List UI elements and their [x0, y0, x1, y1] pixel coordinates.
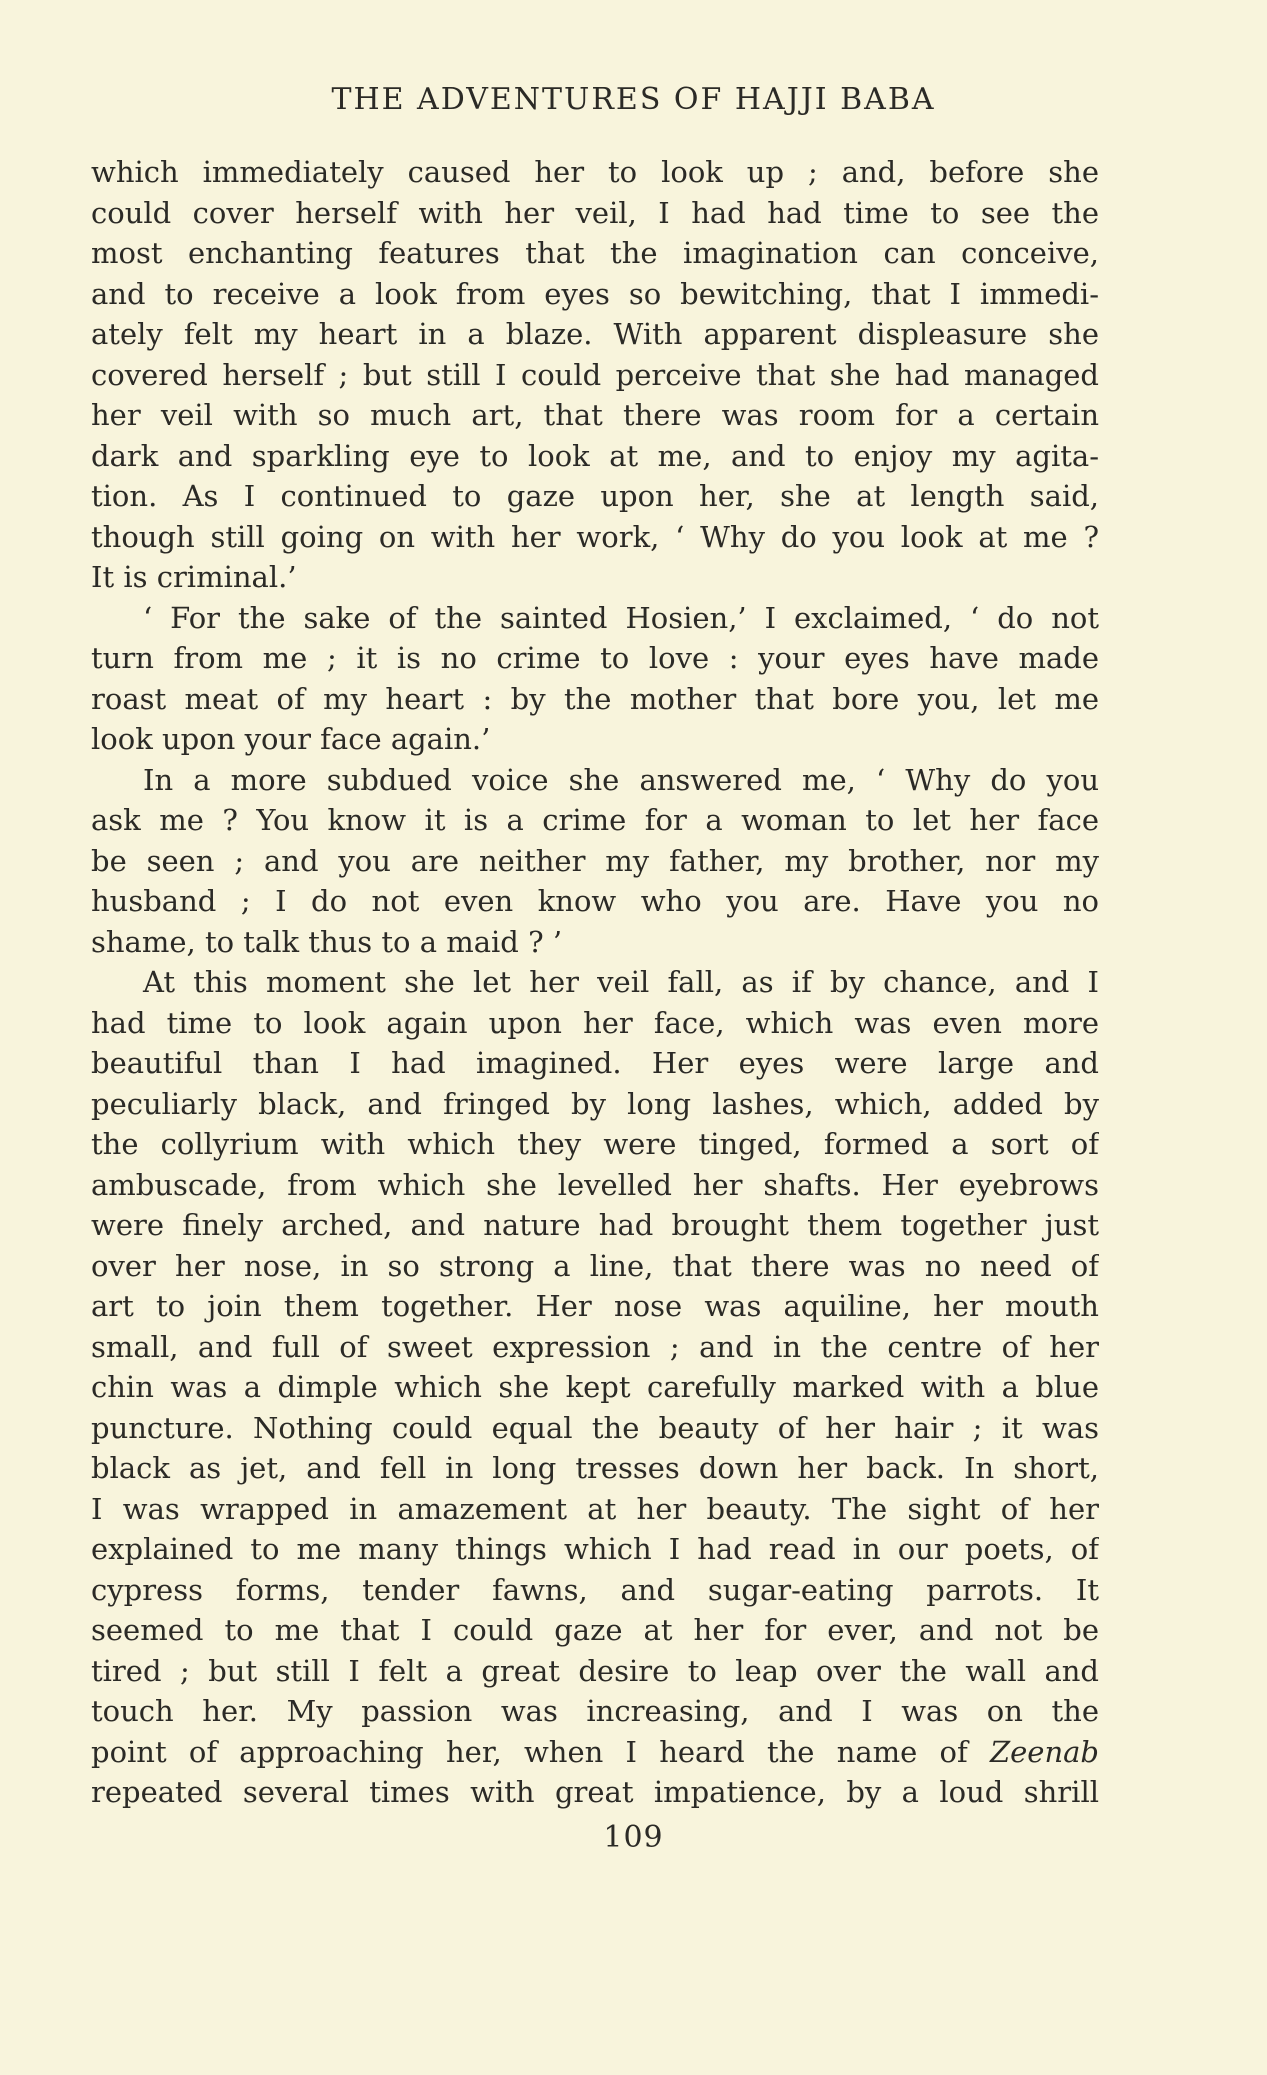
text-line: black as jet, and fell in long tresses down her back. In short,	[91, 1451, 1099, 1485]
text-line	[91, 1732, 1099, 1773]
text-line: dark and sparkling eye to look at me, and to enjoy my agita-	[91, 438, 1099, 473]
text-line: I was wrapped in amazement at her beauty. The sight of her	[91, 1491, 1099, 1526]
text-line: puncture. Nothing could equal the beauty of her hair ; it was	[91, 1410, 1099, 1445]
text-line: It is criminal.’	[91, 560, 297, 594]
text-line: seemed to me that I could gaze at her for ever, and not be	[91, 1613, 1099, 1647]
text-line: tion. As I continued to gaze upon her, she at length said,	[91, 479, 1099, 513]
text-line: turn from me ; it is no crime to love : your eyes have made	[91, 641, 1099, 675]
text-line: were finely arched, and nature had brought them together just	[91, 1208, 1099, 1242]
text-line: peculiarly black, and fringed by long lashes, which, added by	[91, 1086, 1099, 1121]
text-line: and to receive a look from eyes so bewitching, that I immedi-	[91, 276, 1099, 311]
text-line: shame, to talk thus to a maid ? ’	[91, 924, 563, 959]
text-line: small, and full of sweet expression ; and in the centre of her	[91, 1329, 1099, 1364]
text-line: had time to look again upon her face, which was even more	[91, 1005, 1099, 1040]
text-line: ‘ For the sake of the sainted Hosien,’ I exclaimed, ‘ do not	[143, 600, 1099, 635]
text-line: ask me ? You know it is a crime for a woman to let her face	[91, 803, 1099, 837]
text-line: ately felt my heart in a blaze. With apparent displeasure she	[91, 317, 1099, 351]
text-line: though still going on with her work, ‘ Why do you look at me ?	[91, 519, 1099, 554]
text-line: touch her. My passion was increasing, and I was on the	[91, 1694, 1099, 1728]
text-line: ambuscade, from which she levelled her shafts. Her eyebrows	[91, 1167, 1099, 1202]
text-line: the collyrium with which they were tinged, formed a sort of	[91, 1127, 1099, 1161]
text-line: cypress forms, tender fawns, and sugar-eating parrots. It	[91, 1572, 1099, 1607]
text-line: covered herself ; but still I could perceive that she had managed	[91, 357, 1099, 392]
text-line: beautiful than I had imagined. Her eyes were large and	[91, 1046, 1099, 1080]
text-line-segment: point of approaching her, when I heard the name of	[91, 1734, 968, 1769]
text-line: could cover herself with her veil, I had had time to see the	[91, 195, 1099, 230]
text-line: explained to me many things which I had read in our poets, of	[91, 1532, 1099, 1566]
text-line: At this moment she let her veil fall, as if by chance, and I	[143, 965, 1099, 999]
text-line: husband ; I do not even know who you are. Have you no	[91, 884, 1099, 918]
page-number: 109	[603, 1820, 664, 1855]
text-line: In a more subdued voice she answered me, ‘ Why do you	[143, 762, 1099, 797]
text-line: most enchanting features that the imagination can conceive,	[91, 236, 1099, 270]
text-line: repeated several times with great impatience, by a loud shrill	[91, 1775, 1099, 1809]
running-header: THE ADVENTURES OF HAJJI BABA	[331, 82, 936, 117]
text-line: be seen ; and you are neither my father, my brother, nor my	[91, 843, 1099, 878]
text-line: tired ; but still I felt a great desire to leap over the wall and	[91, 1653, 1099, 1688]
body-text	[91, 152, 1099, 1813]
text-line: over her nose, in so strong a line, that there was no need of	[91, 1248, 1099, 1283]
text-line: which immediately caused her to look up ; and, before she	[91, 155, 1099, 189]
text-line: roast meat of my heart : by the mother that bore you, let me	[91, 681, 1099, 716]
text-line: look upon your face again.’	[91, 722, 491, 756]
text-line: chin was a dimple which she kept carefully marked with a blue	[91, 1370, 1099, 1404]
text-line: her veil with so much art, that there was room for a certain	[91, 398, 1099, 432]
text-line: art to join them together. Her nose was aquiline, her mouth	[91, 1289, 1099, 1323]
italic-name: Zeenab	[989, 1734, 1099, 1769]
